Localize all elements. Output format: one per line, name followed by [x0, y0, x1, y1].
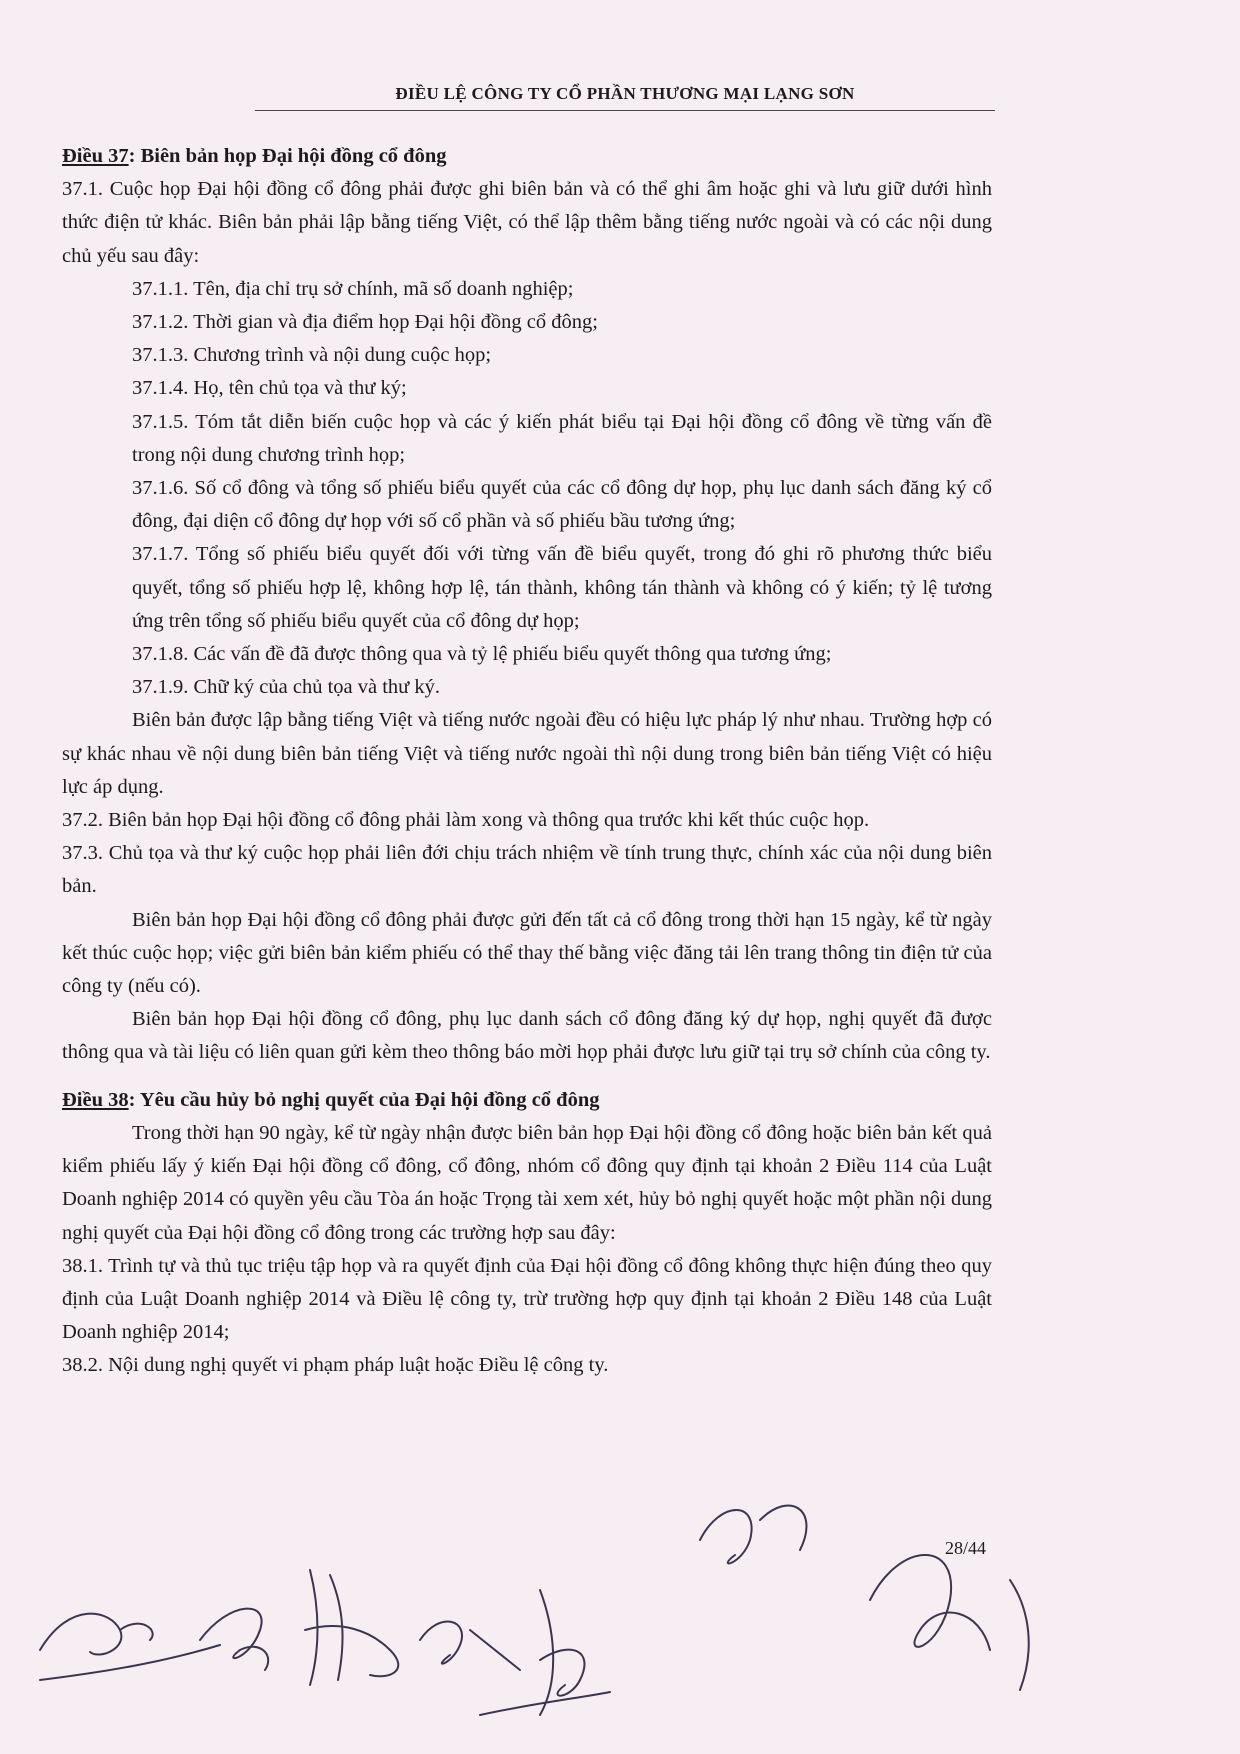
article-37-item: 37.1.2. Thời gian và địa điểm họp Đại hội đồng cổ đông; — [132, 311, 598, 334]
article-37-paragraph: Biên bản họp Đại hội đồng cổ đông, phụ lục danh sách cổ đông đăng ký dự họp, nghị quyết đã được thông qua và tài liệu có liên quan gửi kèm theo thông báo mời họp phải được lưu giữ tại trụ sở chính của công ty. — [62, 1008, 992, 1064]
page-number: 28/44 — [945, 1538, 987, 1558]
signature-mark — [200, 1609, 268, 1670]
document-body — [62, 140, 992, 1383]
article-37-item: 37.1.4. Họ, tên chủ tọa và thư ký; — [132, 377, 407, 400]
article-38-clause-2: 38.2. Nội dung nghị quyết vi phạm pháp luật hoặc Điều lệ công ty. — [62, 1354, 609, 1377]
article-38-paragraph: Trong thời hạn 90 ngày, kể từ ngày nhận được biên bản họp Đại hội đồng cổ đông hoặc biên bản kết quả kiểm phiếu lấy ý kiến Đại hội đồng cổ đông, cổ đông, nhóm cổ đông quy định tại khoản 2 Điều 114 của Luật Doanh nghiệp 2014 có quyền yêu cầu Tòa án hoặc Trọng tài xem xét, hủy bỏ nghị quyết hoặc một phần nội dung nghị quyết của Đại hội đồng cổ đông trong các trường hợp sau đây: — [62, 1121, 992, 1244]
signature-mark — [40, 1614, 153, 1655]
article-37-item: 37.1.6. Số cổ đông và tổng số phiếu biểu quyết của các cổ đông dự họp, phụ lục danh sách đăng ký cổ đông, đại diện cổ đông dự họp với số cổ phần và số phiếu bầu tương ứng; — [132, 477, 992, 533]
article-37-item: 37.1.8. Các vấn đề đã được thông qua và tỷ lệ phiếu biểu quyết thông qua tương ứng; — [132, 643, 832, 666]
article-38-clause-1: 38.1. Trình tự và thủ tục triệu tập họp và ra quyết định của Đại hội đồng cổ đông không thực hiện đúng theo quy định của Luật Doanh nghiệp 2014 và Điều lệ công ty, trừ trường hợp quy định tại khoản 2 Điều 148 của Luật Doanh nghiệp 2014; — [62, 1254, 992, 1344]
article-38-label: Điều 38 — [62, 1088, 129, 1111]
signature-mark — [1010, 1580, 1029, 1690]
article-37-paragraph: Biên bản họp Đại hội đồng cổ đông phải được gửi đến tất cả cổ đông trong thời hạn 15 ngày, kể từ ngày kết thúc cuộc họp; việc gửi biên bản kiểm phiếu có thể thay thế bằng việc đăng tải lên trang thông tin điện tử của công ty (nếu có). — [62, 908, 992, 998]
article-37-clause-3: 37.3. Chủ tọa và thư ký cuộc họp phải liên đới chịu trách nhiệm về tính trung thực, chính xác của nội dung biên bản. — [62, 842, 992, 898]
header-divider — [255, 110, 995, 111]
article-37-clause-2: 37.2. Biên bản họp Đại hội đồng cổ đông phải làm xong và thông qua trước khi kết thúc cuộc họp. — [62, 809, 870, 832]
article-37-item: 37.1.1. Tên, địa chỉ trụ sở chính, mã số doanh nghiệp; — [132, 277, 574, 300]
article-37-item: 37.1.5. Tóm tắt diễn biến cuộc họp và các ý kiến phát biểu tại Đại hội đồng cổ đông về từng vấn đề trong nội dung chương trình họp; — [132, 410, 992, 466]
article-37-title: : Biên bản họp Đại hội đồng cổ đông — [128, 145, 447, 167]
article-37-item: 37.1.3. Chương trình và nội dung cuộc họp; — [132, 344, 492, 367]
article-38-heading — [62, 1084, 992, 1117]
document-header: ĐIỀU LỆ CÔNG TY CỔ PHẦN THƯƠNG MẠI LẠNG SƠN — [395, 84, 855, 103]
signatures — [0, 1480, 1240, 1740]
signature-mark — [700, 1506, 806, 1564]
article-37-label: Điều 37 — [62, 145, 129, 167]
article-37-clause-1: 37.1. Cuộc họp Đại hội đồng cổ đông phải được ghi biên bản và có thể ghi âm hoặc ghi và lưu giữ dưới hình thức điện tử khác. Biên bản phải lập bằng tiếng Việt, có thể lập thêm bằng tiếng nước ngoài và có các nội dung chủ yếu sau đây: — [62, 178, 992, 267]
signature-mark — [870, 1555, 990, 1650]
article-37-paragraph: Biên bản được lập bằng tiếng Việt và tiếng nước ngoài đều có hiệu lực pháp lý như nhau. Trường hợp có sự khác nhau về nội dung biên bản tiếng Việt và tiếng nước ngoài thì nội dung trong biên bản tiếng Việt có hiệu lực áp dụng. — [62, 709, 992, 798]
article-37-item: 37.1.9. Chữ ký của chủ tọa và thư ký. — [132, 676, 441, 699]
signature-mark — [420, 1621, 520, 1670]
article-37-item: 37.1.7. Tổng số phiếu biểu quyết đối với từng vấn đề biểu quyết, trong đó ghi rõ phương thức biểu quyết, tổng số phiếu hợp lệ, không hợp lệ, tán thành, không tán thành và không có ý kiến; tỷ lệ tương ứng trên tổng số phiếu biểu quyết của cổ đông dự họp; — [132, 543, 992, 632]
article-37-heading — [62, 140, 992, 173]
signature-mark — [305, 1570, 398, 1685]
signature-mark — [40, 1645, 220, 1680]
article-38-title: : Yêu cầu hủy bỏ nghị quyết của Đại hội đồng cổ đông — [128, 1088, 600, 1111]
